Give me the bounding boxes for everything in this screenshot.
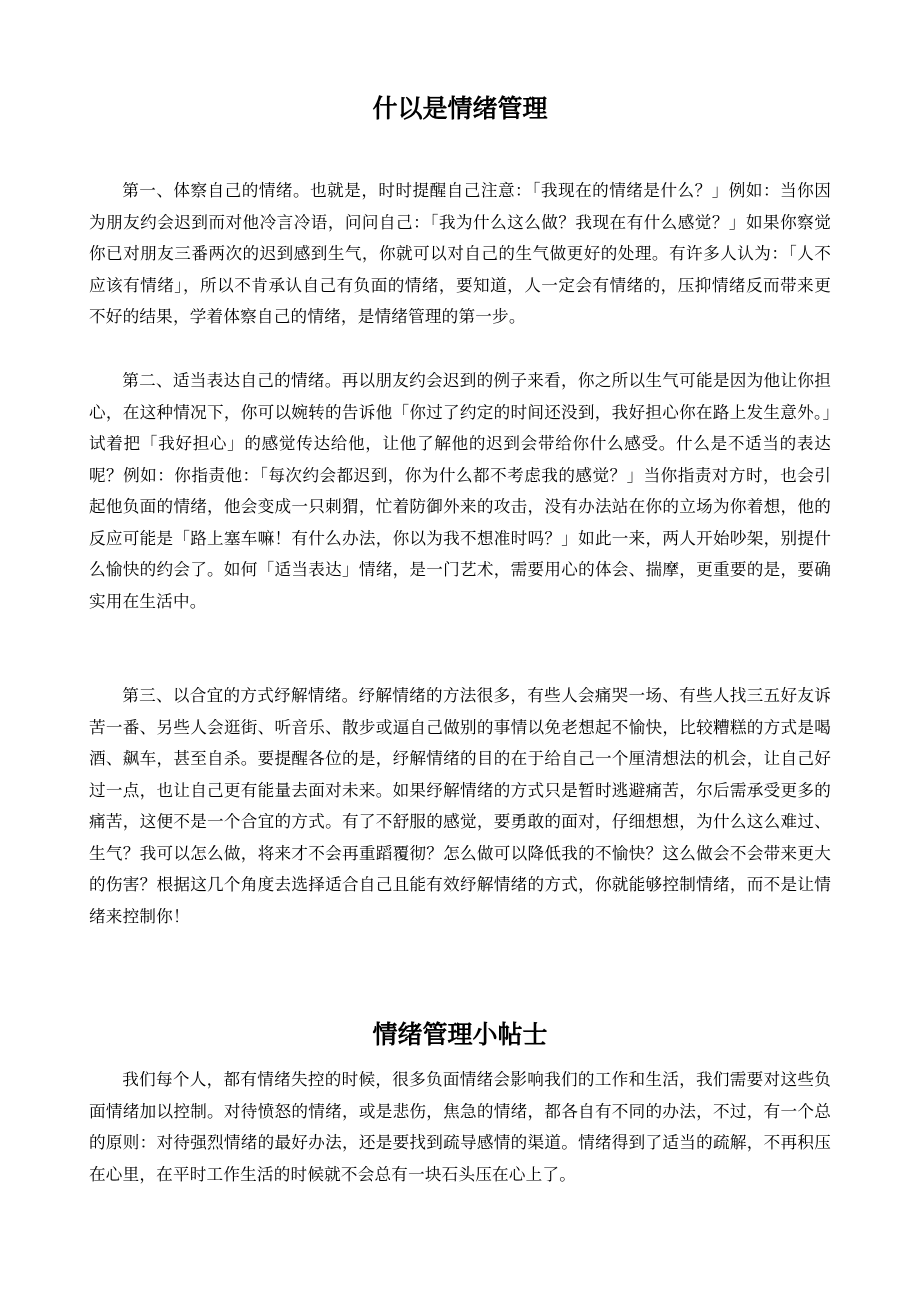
paragraph-tips: 我们每个人，都有情绪失控的时候，很多负面情绪会影响我们的工作和生活，我们需要对这些负面情绪加以控制。对待愤怒的情绪，或是悲伤，焦急的情绪，都各自有不同的办法，不过，有一个总的原则：对待强烈情绪的最好办法，还是要找到疏导感情的渠道。情绪得到了适当的疏解，不再积压在心里，在平时工作生活的时候就不会总有一块石头压在心上了。 — [89, 1070, 831, 1184]
page-title: 什以是情绪管理 — [372, 94, 548, 123]
paragraph-2: 第二、适当表达自己的情绪。再以朋友约会迟到的例子来看，你之所以生气可能是因为他让你担心，在这种情况下，你可以婉转的告诉他「你过了约定的时间还没到，我好担心你在路上发生意外。」试着把「我好担心」的感觉传达给他，让他了解他的迟到会带给你什么感受。什么是不适当的表达呢？例如：你指责他：「每次约会都迟到，你为什么都不考虑我的感觉？」当你指责对方时，也会引起他负面的情绪，他会变成一只刺猬，忙着防御外来的攻击，没有办法站在你的立场为你着想，他的反应可能是「路上塞车嘛！有什么办法，你以为我不想准时吗？」如此一来，两人开始吵架，别提什么愉快的约会了。如何「适当表达」情绪，是一门艺术，需要用心的体会、揣摩，更重要的是，要确实用在生活中。 — [89, 371, 831, 611]
paragraph-1: 第一、体察自己的情绪。也就是，时时提醒自己注意：「我现在的情绪是什么？」例如：当你因为朋友约会迟到而对他冷言冷语，问问自己：「我为什么这么做？我现在有什么感觉？」如果你察觉你已对朋友三番两次的迟到感到生气，你就可以对自己的生气做更好的处理。有许多人认为：「人不应该有情绪」，所以不肯承认自己有负面的情绪，要知道，人一定会有情绪的，压抑情绪反而带来更不好的结果，学着体察自己的情绪，是情绪管理的第一步。 — [89, 181, 831, 326]
paragraph-3: 第三、以合宜的方式纾解情绪。纾解情绪的方法很多，有些人会痛哭一场、有些人找三五好友诉苦一番、另些人会逛街、听音乐、散步或逼自己做别的事情以免老想起不愉快，比较糟糕的方式是喝酒、飙车，甚至自杀。要提醒各位的是，纾解情绪的目的在于给自己一个厘清想法的机会，让自己好过一点，也让自己更有能量去面对未来。如果纾解情绪的方式只是暂时逃避痛苦，尔后需承受更多的痛苦，这便不是一个合宜的方式。有了不舒服的感觉，要勇敢的面对，仔细想想，为什么这么难过、生气？我可以怎么做，将来才不会再重蹈覆彻？怎么做可以降低我的不愉快？这么做会不会带来更大的伤害？根据这几个角度去选择适合自己且能有效纾解情绪的方式，你就能够控制情绪，而不是让情绪来控制你！ — [89, 686, 831, 926]
section-title-tips: 情绪管理小帖士 — [372, 1020, 548, 1049]
